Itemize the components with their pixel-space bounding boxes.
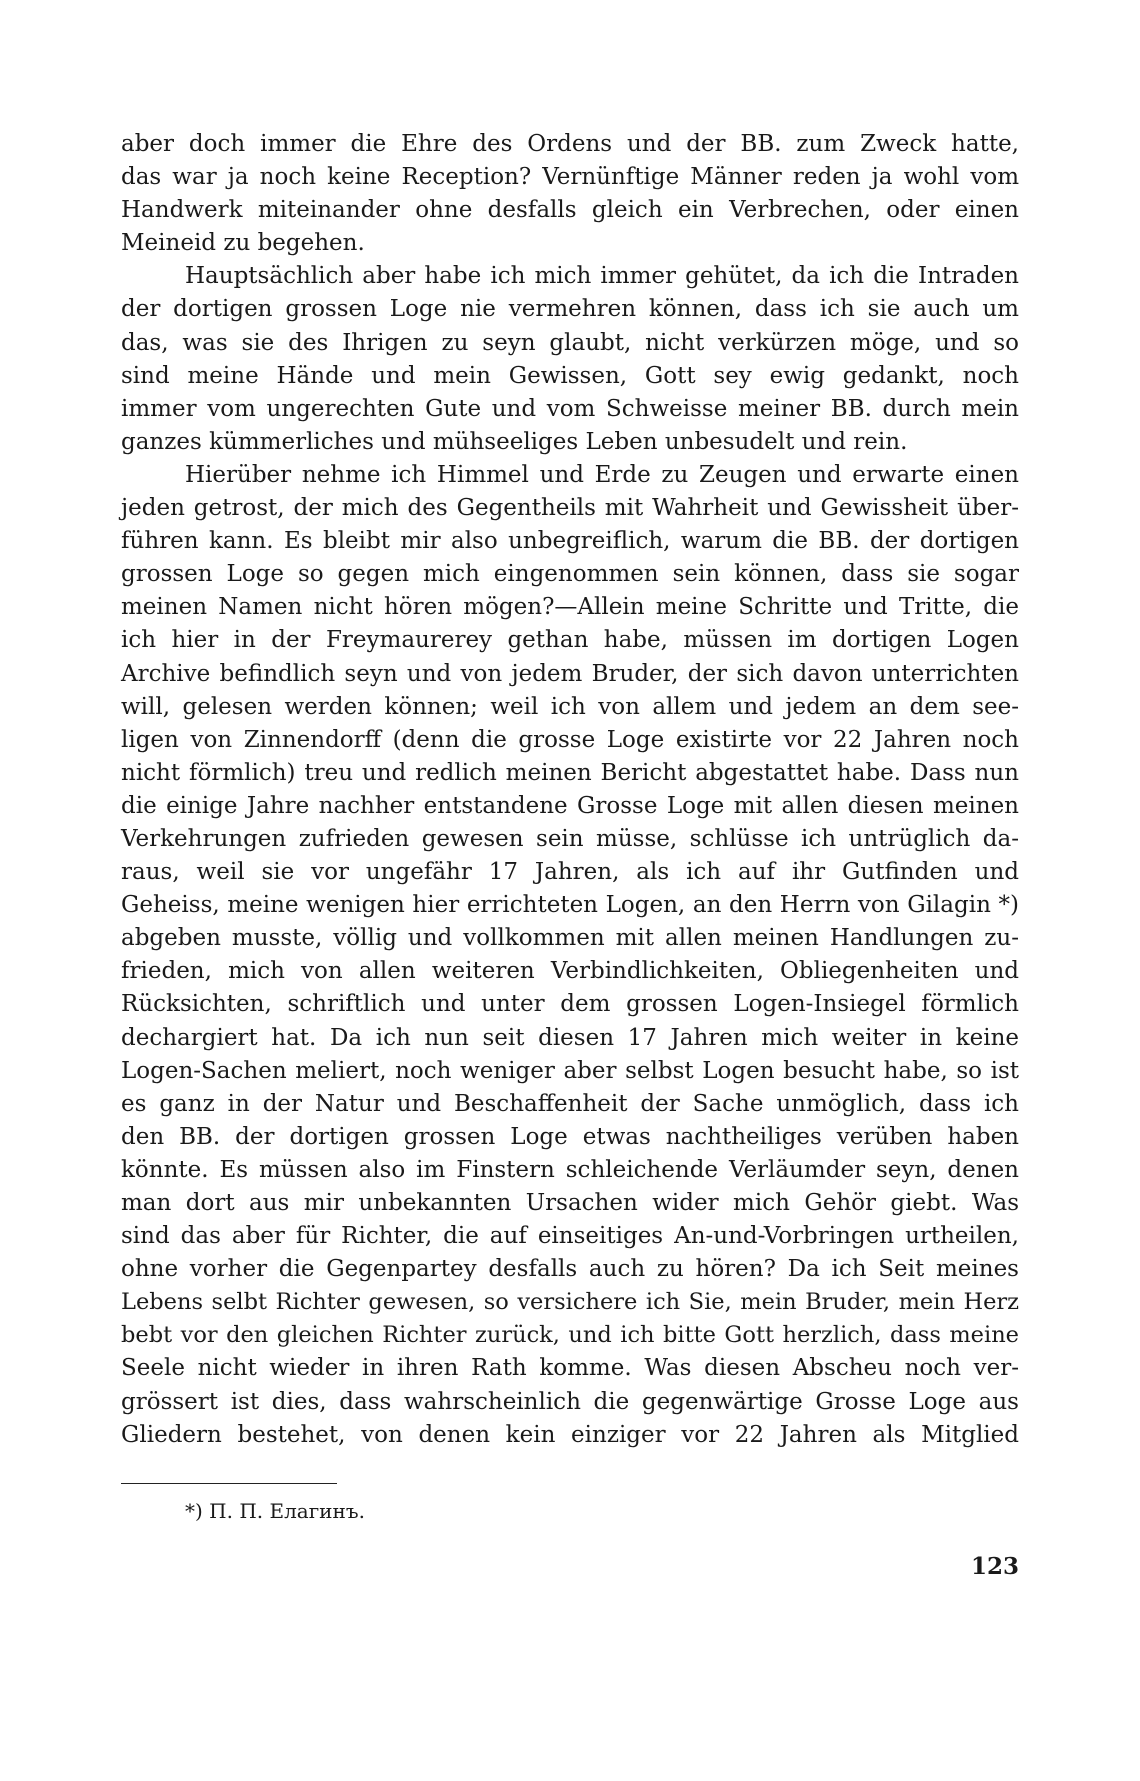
text-line: grossen Loge so gegen mich eingenommen sein können, dass sie sogar [121, 561, 1019, 588]
text-line: Logen-Sachen meliert, noch weniger aber selbst Logen besucht habe, so ist [121, 1057, 1019, 1084]
text-line: den BB. der dortigen grossen Loge etwas nachtheiliges verüben haben [121, 1123, 1019, 1150]
text-line: könnte. Es müssen also im Finstern schleichende Verläumder seyn, denen [121, 1156, 1019, 1183]
text-line: Rücksichten, schriftlich und unter dem grossen Logen-Insiegel förmlich [121, 991, 1019, 1018]
text-line: Archive befindlich seyn und von jedem Bruder, der sich davon unterrichten [121, 660, 1019, 687]
text-line: der dortigen grossen Loge nie vermehren können, dass ich sie auch um [121, 296, 1019, 323]
text-line: ganzes kümmerliches und mühseeliges Leben unbesudelt und rein. [121, 428, 908, 455]
text-line: sind das aber für Richter, die auf einseitiges An-und-Vorbringen urtheilen, [121, 1223, 1019, 1250]
text-line: aber doch immer die Ehre des Ordens und der BB. zum Zweck hatte, [121, 131, 1019, 157]
text-line: führen kann. Es bleibt mir also unbegreiflich, warum die BB. der dortigen [121, 528, 1019, 555]
text-line: das war ja noch keine Reception? Vernünftige Männer reden ja wohl vom [121, 164, 1019, 191]
page-number: 123 [970, 1553, 1019, 1580]
body-text [121, 128, 1019, 1452]
text-line: Gliedern bestehet, von denen kein einziger vor 22 Jahren als Mitglied [121, 1421, 1019, 1448]
text-line: Lebens selbt Richter gewesen, so versichere ich Sie, mein Bruder, mein Herz [121, 1289, 1019, 1316]
text-line: raus, weil sie vor ungefähr 17 Jahren, als ich auf ihr Gutfinden und [121, 859, 1019, 886]
footnote-separator [121, 1483, 337, 1484]
text-line: jeden getrost, der mich des Gegentheils mit Wahrheit und Gewissheit über- [121, 495, 1019, 522]
text-line: Hauptsächlich aber habe ich mich immer gehütet, da ich die Intraden [185, 263, 1019, 290]
text-line: die einige Jahre nachher entstandene Grosse Loge mit allen diesen meinen [121, 792, 1019, 819]
text-line: Seele nicht wieder in ihren Rath komme. Was diesen Abscheu noch ver- [121, 1355, 1019, 1382]
text-line: nicht förmlich) treu und redlich meinen Bericht abgestattet habe. Dass nun [121, 759, 1019, 786]
text-line: grössert ist dies, dass wahrscheinlich die gegenwärtige Grosse Loge aus [121, 1388, 1019, 1415]
text-line: Hierüber nehme ich Himmel und Erde zu Zeugen und erwarte einen [185, 461, 1019, 488]
text-line: meinen Namen nicht hören mögen?—Allein meine Schritte und Tritte, die [121, 594, 1019, 621]
text-line: ligen von Zinnendorff (denn die grosse Loge existirte vor 22 Jahren noch [121, 726, 1019, 753]
text-line: bebt vor den gleichen Richter zurück, und ich bitte Gott herzlich, dass meine [121, 1322, 1019, 1349]
text-line: dechargiert hat. Da ich nun seit diesen 17 Jahren mich weiter in keine [121, 1024, 1019, 1051]
text-line: Meineid zu begehen. [121, 230, 365, 257]
text-line: Geheiss, meine wenigen hier errichteten Logen, an den Herrn von Gilagin *) [121, 892, 1019, 919]
text-line: Handwerk miteinander ohne desfalls gleich ein Verbrechen, oder einen [121, 197, 1019, 224]
text-line: will, gelesen werden können; weil ich von allem und jedem an dem see- [121, 693, 1019, 720]
text-line: Verkehrungen zufrieden gewesen sein müsse, schlüsse ich untrüglich da- [121, 825, 1019, 852]
text-line: abgeben musste, völlig und vollkommen mit allen meinen Handlungen zu- [121, 925, 1019, 952]
text-line: es ganz in der Natur und Beschaffenheit der Sache unmöglich, dass ich [121, 1090, 1019, 1117]
text-line: immer vom ungerechten Gute und vom Schweisse meiner BB. durch mein [121, 395, 1019, 422]
text-line: ich hier in der Freymaurerey gethan habe, müssen im dortigen Logen [121, 627, 1019, 654]
text-line: sind meine Hände und mein Gewissen, Gott sey ewig gedankt, noch [121, 362, 1019, 389]
text-line: das, was sie des Ihrigen zu seyn glaubt, nicht verkürzen möge, und so [121, 329, 1019, 356]
text-line: ohne vorher die Gegenpartey desfalls auch zu hören? Da ich Seit meines [121, 1256, 1019, 1283]
text-line: frieden, mich von allen weiteren Verbindlichkeiten, Obliegenheiten und [121, 958, 1019, 985]
footnote: *) П. П. Елагинъ. [185, 1499, 365, 1523]
text-line: man dort aus mir unbekannten Ursachen wider mich Gehör giebt. Was [121, 1190, 1019, 1216]
